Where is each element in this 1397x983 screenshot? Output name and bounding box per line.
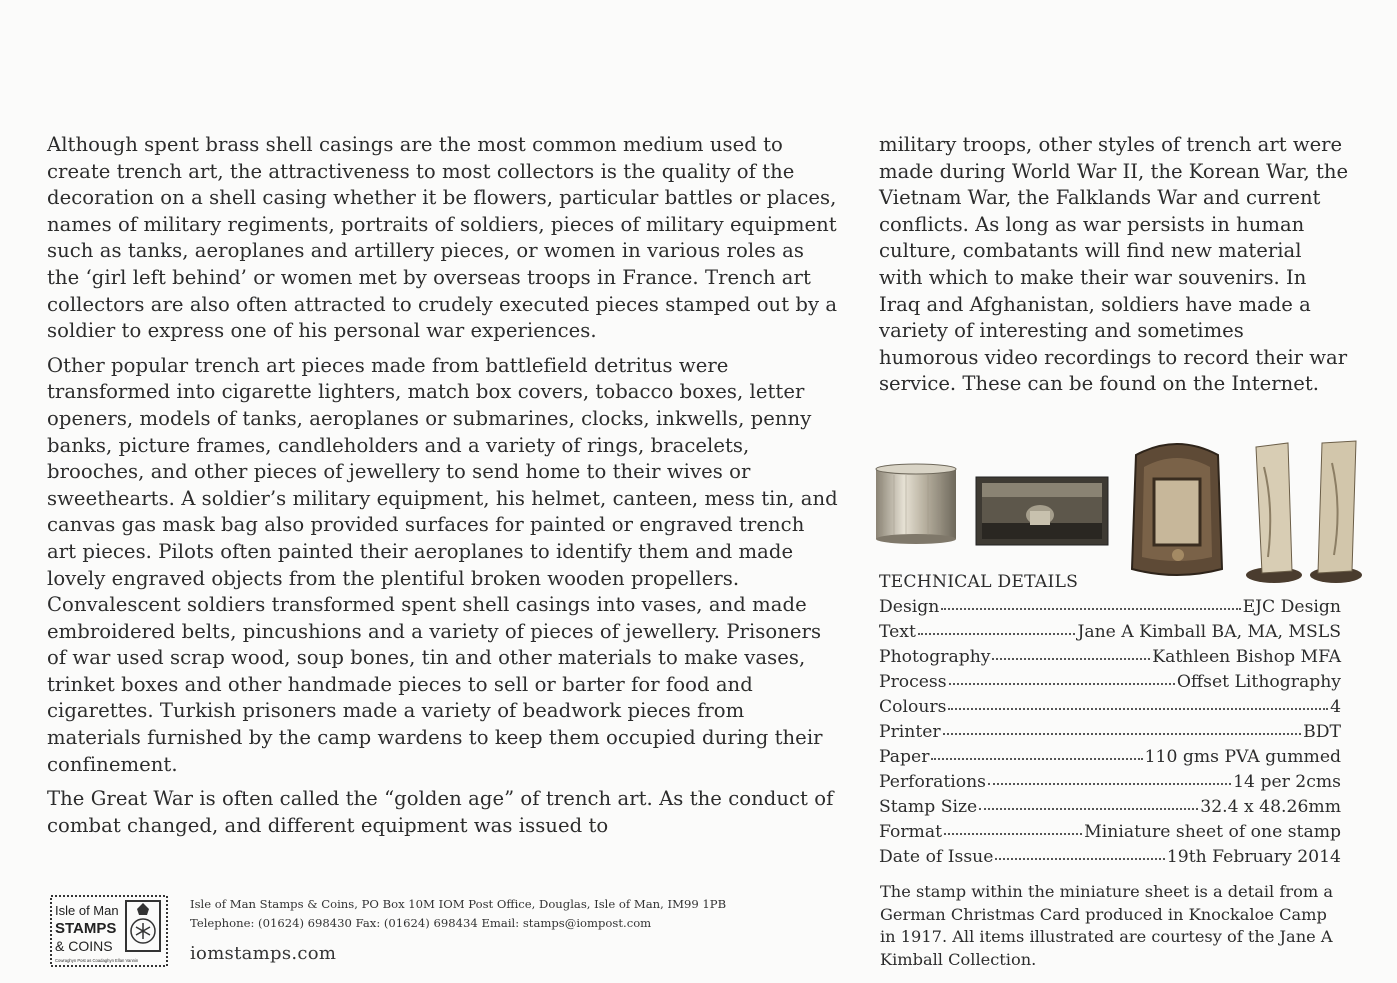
tech-label: Stamp Size — [879, 797, 978, 817]
footer-address: Isle of Man Stamps & Coins, PO Box 10M IOM Post Office, Douglas, Isle of Man, IM99 1PB — [190, 897, 727, 911]
tech-value: 19th February 2014 — [1166, 847, 1341, 867]
tech-label: Text — [879, 622, 916, 642]
shell-casing-image — [872, 463, 960, 545]
tech-label: Date of Issue — [879, 847, 994, 867]
tech-value: 4 — [1330, 697, 1341, 717]
logo-line-1: Isle of Man — [55, 903, 119, 918]
stamp-caption: The stamp within the miniature sheet is a detail from a German Christmas Card produced in Knockaloe Camp in 1917. All items illustrated are courtesy of the Jane A Kimball Collection. — [880, 882, 1333, 969]
technical-details-heading: TECHNICAL DETAILS — [879, 572, 1079, 592]
dot-leader — [992, 644, 1150, 660]
article-paragraph: Other popular trench art pieces made from battlefield detritus were transformed into cigarette lighters, match box covers, tobacco boxes, letter openers, models of tanks, aeroplanes or submarines, clocks, inkwells, penny banks, picture frames, candleholders and a variety of rings, bracelets, brooches, and other pieces of jewellery to send home to their wives or sweethearts. A soldier’s military equipment, his helmet, canteen, mess tin, and canvas gas mask bag also provided surfaces for painted or engraved trench art pieces. Pilots often painted their aeroplanes to identify them and made lovely engraved objects from the plentiful broken wooden propellers. Convalescent soldiers transformed spent shell casings into vases, and made embroidered belts, pincushions and a variety of pieces of jewellery. Prisoners of war used scrap wood, soup bones, tin and other materials to make vases, trinket boxes and other handmade pieces to sell or barter for food and cigarettes. Turkish prisoners made a variety of beadwork pieces from materials furnished by the camp wardens to keep them occupied during their confinement. — [47, 353, 838, 776]
footer-website-link[interactable]: iomstamps.com — [190, 943, 337, 964]
tech-row-process — [879, 671, 1341, 696]
vases-image — [1244, 437, 1366, 587]
article-paragraph: Although spent brass shell casings are the most common medium used to create trench art, the attractiveness to most collectors is the quality of the decoration on a shell casing whether it be flowers, particular battles or places, names of military regiments, portraits of soldiers, pieces of military equipment such as tanks, aeroplanes and artillery pieces, or women in various roles as the ‘girl left behind’ or women met by overseas troops in France. Trench art collectors are also often attracted to crudely executed pieces stamped out by a soldier to express one of his personal war experiences. — [47, 133, 838, 343]
picture-frame-image — [1126, 437, 1228, 579]
article-paragraph: The Great War is often called the “golden age” of trench art. As the conduct of combat changed, and different equipment was issued to — [47, 787, 834, 837]
footer-phone-email: Telephone: (01624) 698430 Fax: (01624) 698434 Email: stamps@iompost.com — [190, 916, 652, 930]
dot-leader — [944, 819, 1082, 835]
dot-leader — [949, 669, 1175, 685]
tech-row-printer — [879, 721, 1341, 746]
isle-of-man-stamps-logo — [50, 895, 168, 967]
tech-value: 32.4 x 48.26mm — [1200, 797, 1341, 817]
tech-row-stamp-size — [879, 796, 1341, 821]
tech-value: Kathleen Bishop MFA — [1152, 647, 1341, 667]
dot-leader — [948, 694, 1328, 710]
dot-leader — [918, 619, 1076, 635]
dot-leader — [979, 794, 1198, 810]
logo-tagline: Cowraghyn Post as Coadaghyn Ellan Vannin — [55, 958, 139, 963]
article-right-column — [879, 132, 1349, 398]
tech-row-perforations — [879, 771, 1341, 796]
tech-row-paper — [879, 746, 1341, 771]
dot-leader — [943, 719, 1301, 735]
tech-row-photography — [879, 646, 1341, 671]
tech-value: Miniature sheet of one stamp — [1084, 822, 1341, 842]
tech-row-date-of-issue — [879, 846, 1341, 871]
tech-value: EJC Design — [1242, 597, 1341, 617]
dot-leader — [941, 594, 1240, 610]
crest-icon — [126, 901, 160, 951]
trinket-box-image — [974, 475, 1110, 547]
dot-leader — [995, 844, 1164, 860]
tech-label: Design — [879, 597, 940, 617]
tech-value: BDT — [1303, 722, 1341, 742]
tech-value: Offset Lithography — [1176, 672, 1341, 692]
technical-details — [879, 570, 1341, 871]
footer-contact — [190, 895, 726, 933]
tech-value: Jane A Kimball BA, MA, MSLS — [1077, 622, 1341, 642]
logo-line-3: & COINS — [55, 938, 113, 954]
article-paragraph-continued: military troops, other styles of trench art were made during World War II, the Korean War, the Vietnam War, the Falklands War and current conflicts. As long as war persists in human culture, combatants will find new material with which to make their war souvenirs. In Iraq and Afghanistan, soldiers have made a variety of interesting and sometimes humorous video recordings to record their war service. These can be found on the Internet. — [879, 133, 1349, 396]
tech-label: Paper — [879, 747, 930, 767]
tech-value: 110 gms PVA gummed — [1144, 747, 1341, 767]
tech-label: Colours — [879, 697, 947, 717]
tech-row-format — [879, 821, 1341, 846]
logo-line-2: STAMPS — [55, 920, 117, 937]
tech-row-text — [879, 621, 1341, 646]
tech-label: Process — [879, 672, 947, 692]
dot-leader — [988, 769, 1231, 785]
tech-label: Printer — [879, 722, 941, 742]
tech-label: Perforations — [879, 772, 986, 792]
tech-row-design — [879, 596, 1341, 621]
tech-value: 14 per 2cms — [1233, 772, 1341, 792]
tech-label: Photography — [879, 647, 991, 667]
article-left-column — [47, 132, 839, 847]
dot-leader — [931, 744, 1142, 760]
tech-row-colours — [879, 696, 1341, 721]
trench-art-photos — [868, 437, 1368, 587]
tech-label: Format — [879, 822, 943, 842]
